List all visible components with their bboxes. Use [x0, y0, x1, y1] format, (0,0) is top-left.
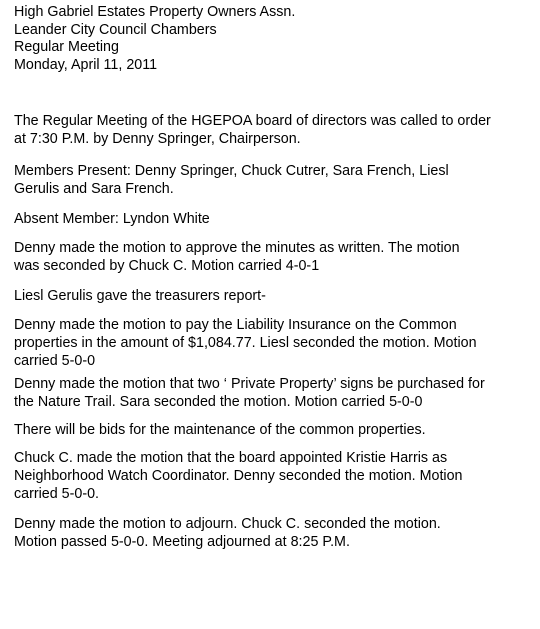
document-header: [14, 4, 536, 74]
meeting-type: Regular Meeting: [14, 39, 119, 55]
meeting-location: Leander City Council Chambers: [14, 21, 217, 38]
minutes-motion-paragraph: Denny made the motion to approve the minutes as written. The motion was seconded by Chuck C. Motion carried 4-0-1: [14, 240, 460, 274]
meeting-minutes-document: [14, 0, 536, 551]
adjourn-motion-paragraph: Denny made the motion to adjourn. Chuck C. seconded the motion. Motion passed 5-0-0. Meeting adjourned at 8:25 P.M.: [14, 516, 441, 550]
call-to-order-paragraph: The Regular Meeting of the HGEPOA board of directors was called to order at 7:30 P.M. by Denny Springer, Chairperson.: [14, 113, 491, 147]
association-name: High Gabriel Estates Property Owners Assn.: [14, 4, 296, 20]
meeting-date: Monday, April 11, 2011: [14, 56, 158, 73]
watch-coordinator-motion-paragraph: Chuck C. made the motion that the board appointed Kristie Harris as Neighborhood Watch Coordinator. Denny seconded the motion. Motion carried 5-0-0.: [14, 450, 463, 502]
signs-motion-paragraph: Denny made the motion that two ‘ Private Property’ signs be purchased for the Nature Trail. Sara seconded the motion. Motion carried 5-0-0: [14, 376, 485, 410]
members-present-paragraph: Members Present: Denny Springer, Chuck Cutrer, Sara French, Liesl Gerulis and Sara French.: [14, 163, 449, 197]
treasurer-report-paragraph: Liesl Gerulis gave the treasurers report-: [14, 288, 266, 304]
absent-member-paragraph: Absent Member: Lyndon White: [14, 211, 210, 227]
bids-note-paragraph: There will be bids for the maintenance of the common properties.: [14, 422, 426, 438]
insurance-motion-paragraph: Denny made the motion to pay the Liability Insurance on the Common properties in the amount of $1,084.77. Liesl seconded the motion. Motion carried 5-0-0: [14, 317, 477, 369]
